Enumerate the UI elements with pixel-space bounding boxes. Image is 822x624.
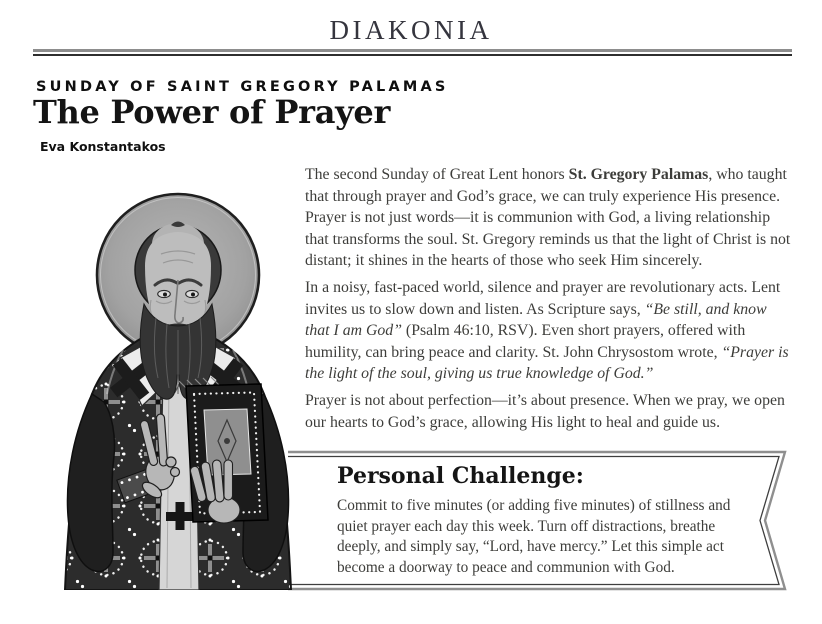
article-byline: Eva Konstantakos: [40, 139, 166, 154]
masthead-rule: [33, 49, 792, 56]
article-paragraph: Prayer is not about perfection—it’s about presence. When we pray, we open our hearts to God’s grace, allowing His light to heal and guide us.: [305, 392, 785, 431]
article-paragraph: The second Sunday of Great Lent honors St. Gregory Palamas, who taught that through prayer and God’s grace, we can truly experience His presence. Prayer is not just words—it is communion with God, a living relationship that transforms the soul. St. Gregory reminds us that the light of Christ is not distant; it shines in the hearts of those who seek Him sincerely.: [305, 166, 791, 269]
article-paragraph: In a noisy, fast-paced world, silence and prayer are revolutionary acts. Lent invites us to slow down and listen. As Scripture says, “Be still, and know that I am God” (Psalm 46:10, RSV). Even short prayers, offered with humility, can bring peace and clarity. St. John Chrysostom wrote, “Prayer is the light of the soul, giving us true knowledge of God.”: [305, 279, 789, 382]
personal-challenge-box: [288, 450, 800, 592]
masthead-title: DIAKONIA: [329, 15, 493, 45]
article-kicker: SUNDAY OF SAINT GREGORY PALAMAS: [36, 79, 449, 95]
challenge-heading: Personal Challenge:: [337, 463, 584, 489]
saint-gregory-icon-illustration: [28, 168, 313, 590]
challenge-body-text: Commit to five minutes (or adding five minutes) of stillness and quiet prayer each day this week. Turn off distractions, breathe deeply, and simply say, “Lord, have mercy.” Let this simple act become a doorway to peace and communion with God.: [337, 497, 731, 576]
article-title: The Power of Prayer: [33, 93, 391, 131]
article-body: [305, 164, 794, 439]
